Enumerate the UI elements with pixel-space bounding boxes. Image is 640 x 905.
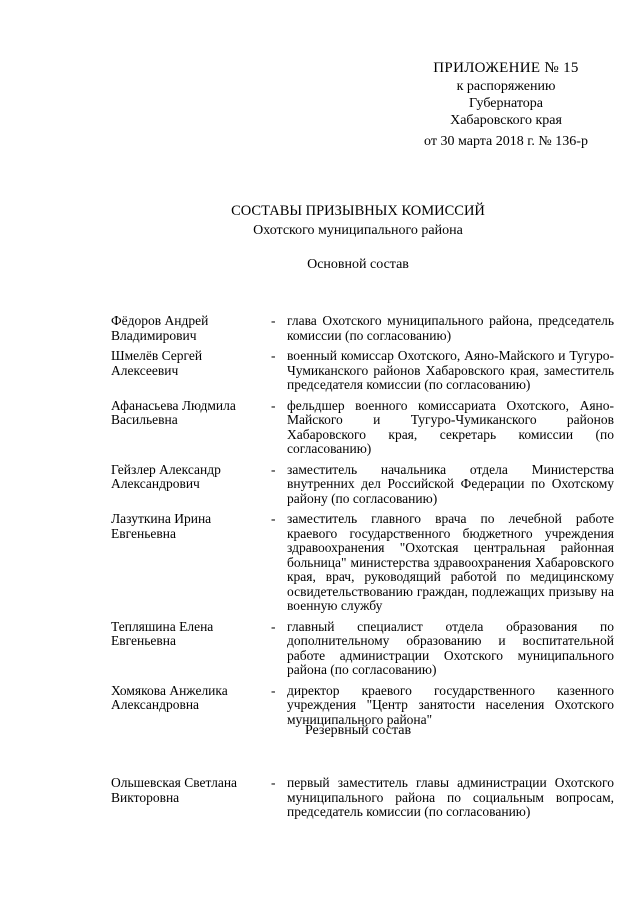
member-name: Тепляшина Елена Евгеньевна: [111, 618, 214, 648]
appendix-line-2: Губернатора: [468, 96, 544, 111]
member-dash: -: [271, 313, 276, 328]
member-dash: -: [271, 461, 276, 477]
appendix-date: от 30 марта 2018 г. № 136-р: [424, 134, 588, 149]
appendix-block: [390, 58, 622, 150]
member-row: [111, 512, 614, 614]
member-name: Хомякова Анжелика Александровна: [111, 682, 228, 712]
member-dash: -: [271, 682, 276, 698]
member-role: главный специалист отдела образования по дополнительному образованию и воспитательной работе администрации Охотского муниципального района (по согласованию): [287, 618, 614, 677]
member-row: [111, 620, 614, 678]
member-dash: -: [271, 618, 276, 634]
member-dash: -: [271, 397, 276, 413]
member-role: глава Охотского муниципального района, председатель комиссии (по согласованию): [287, 313, 614, 343]
member-row: [111, 349, 614, 393]
reserve-section-heading: Резервный состав: [304, 723, 412, 738]
main-section-heading: Основной состав: [307, 257, 409, 272]
document-subtitle: Охотского муниципального района: [253, 223, 463, 238]
member-name: Афанасьева Людмила Васильевна: [111, 397, 236, 427]
member-name: Гейзлер Александр Александрович: [111, 461, 221, 491]
member-role: фельдшер военного комиссариата Охотского, Аяно-Майского и Тугуро-Чумиканского районов Хабаровского края, секретарь комиссии (по согласованию): [287, 397, 614, 456]
document-title: СОСТАВЫ ПРИЗЫВНЫХ КОМИССИЙ: [231, 203, 485, 219]
member-name: Фёдоров Андрей Владимирович: [111, 313, 209, 343]
member-row: [111, 684, 614, 728]
member-row: [111, 776, 614, 820]
member-row: [111, 314, 614, 343]
reserve-members-list: [111, 776, 614, 826]
member-role: заместитель главного врача по лечебной работе краевого государственного бюджетного учреждения здравоохранения "Охотская центральная районная больница" министерства здравоохранения Хабаровского края, врач, руководящий работой по медицинскому освидетельствованию граждан, подлежащих призыву на военную службу: [287, 511, 614, 613]
member-row: [111, 463, 614, 507]
member-name: Ольшевская Светлана Викторовна: [111, 775, 238, 805]
member-role: военный комиссар Охотского, Аяно-Майского и Тугуро-Чумиканского районов Хабаровского края, заместитель председателя комиссии (по согласованию): [287, 348, 614, 392]
member-role: первый заместитель главы администрации Охотского муниципального района по социальным вопросам, председатель комиссии (по согласованию): [287, 775, 614, 819]
member-dash: -: [271, 511, 276, 526]
member-dash: -: [271, 348, 276, 363]
member-row: [111, 399, 614, 457]
member-role: заместитель начальника отдела Министерства внутренних дел Российской Федерации по Охотскому району (по согласованию): [287, 461, 614, 506]
appendix-line-3: Хабаровского края: [450, 113, 562, 128]
appendix-line-1: к распоряжению: [456, 79, 556, 94]
member-name: Шмелёв Сергей Алексеевич: [111, 348, 203, 378]
member-role: директор краевого государственного казенного учреждения "Центр занятости населения Охотского муниципального района": [287, 682, 614, 727]
member-dash: -: [271, 775, 276, 790]
member-name: Лазуткина Ирина Евгеньевна: [111, 511, 212, 541]
appendix-title: ПРИЛОЖЕНИЕ № 15: [433, 60, 579, 76]
main-members-list: [111, 314, 614, 733]
